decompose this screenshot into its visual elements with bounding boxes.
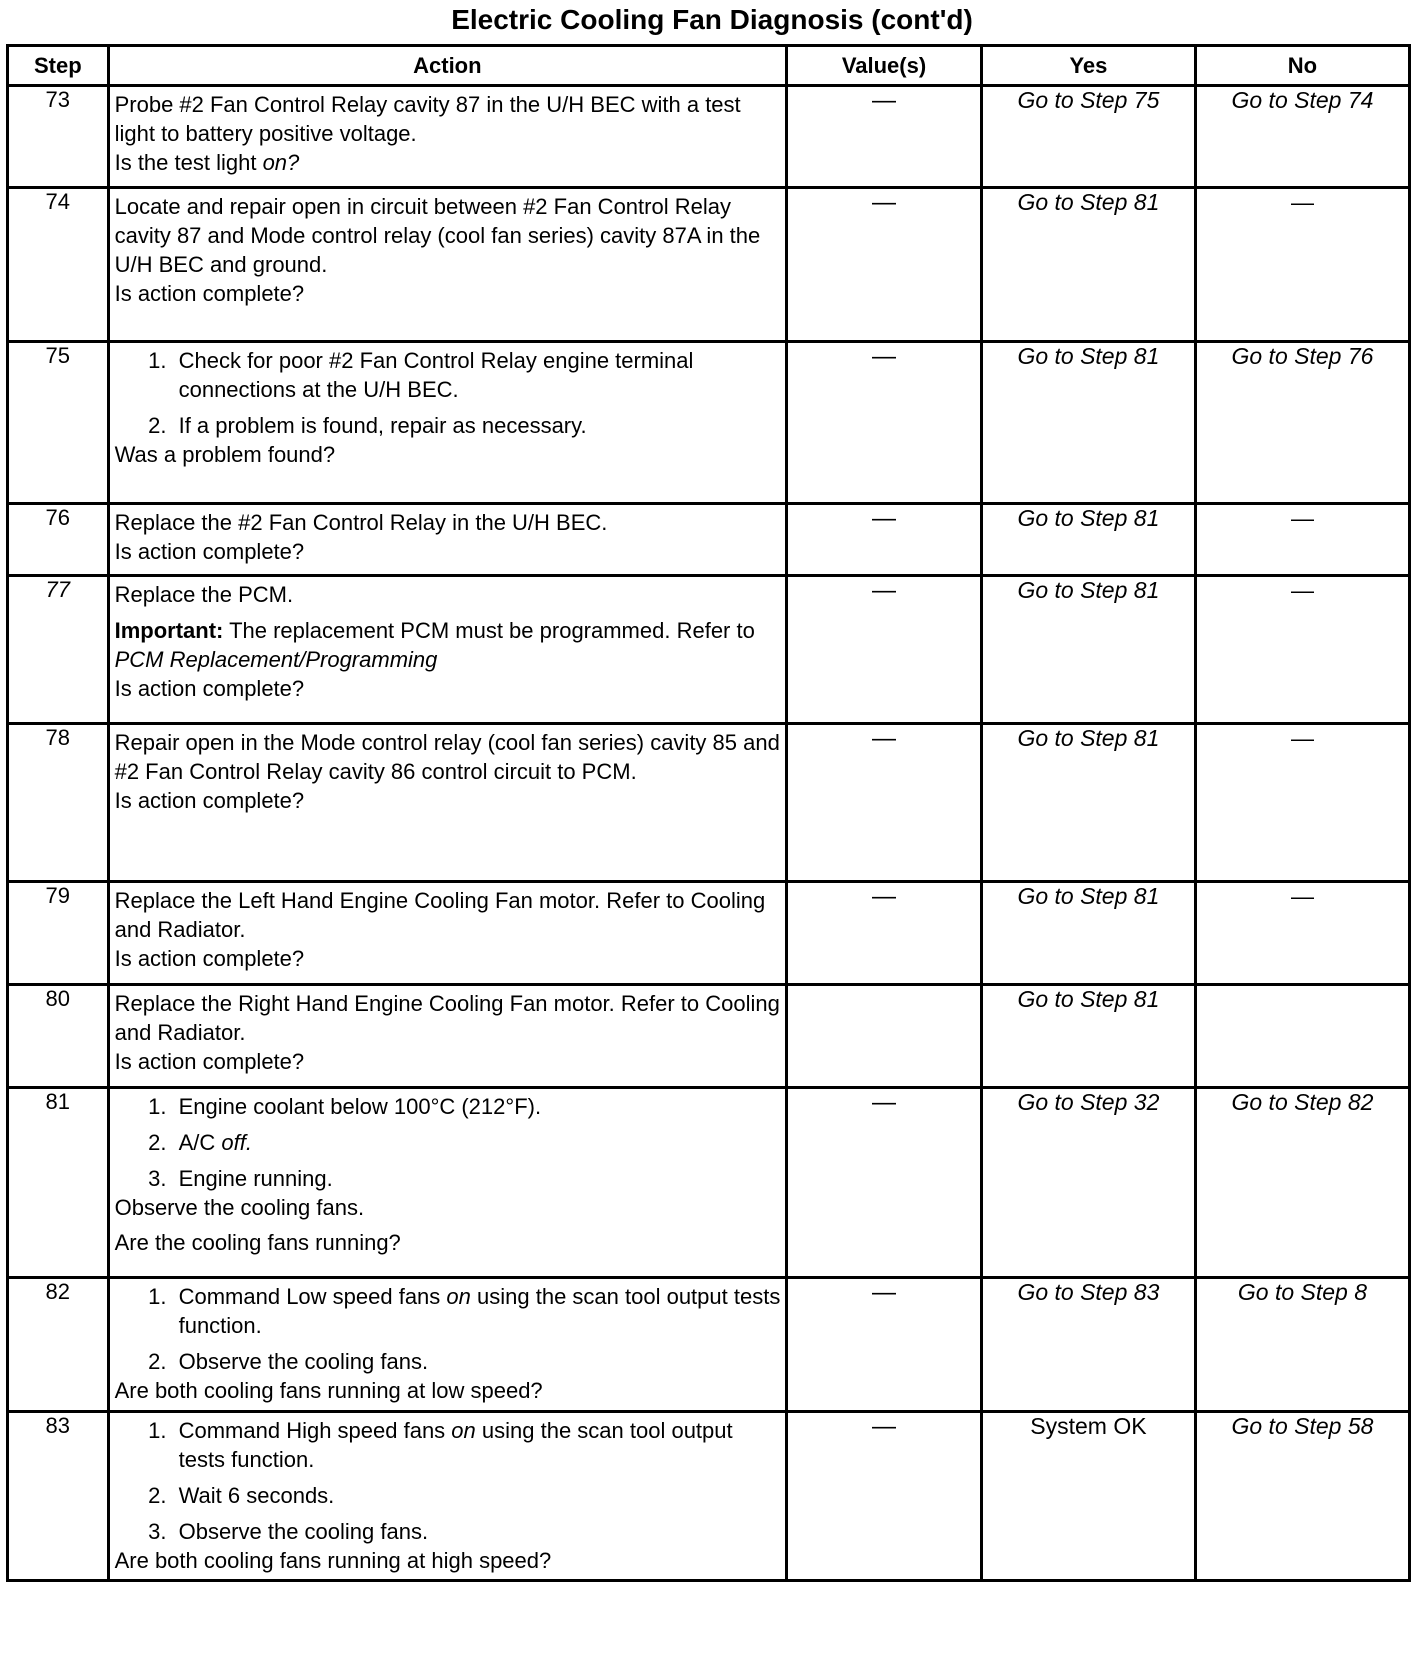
yes-result: Go to Step 32 (981, 1088, 1195, 1278)
action-cell (108, 342, 787, 504)
action-step-item: 1. Command Low speed fans on using the scan tool output tests function. (173, 1282, 782, 1340)
value-cell: — (787, 724, 982, 882)
table-row (8, 724, 1410, 882)
step-number: 83 (8, 1412, 109, 1581)
action-question: Are both cooling fans running at low speed? (114, 1378, 543, 1403)
action-text: Probe #2 Fan Control Relay cavity 87 in the U/H BEC with a test light to battery positive voltage. (114, 92, 741, 146)
yes-result: Go to Step 81 (981, 882, 1195, 985)
action-question: Is the test light on? (114, 150, 300, 175)
action-step-item: 1. Command High speed fans on using the scan tool output tests function. (173, 1416, 782, 1474)
yes-result: Go to Step 81 (981, 504, 1195, 576)
table-row (8, 1412, 1410, 1581)
action-text: Replace the PCM. (114, 582, 294, 607)
action-steps (115, 346, 782, 440)
page-title: Electric Cooling Fan Diagnosis (cont'd) (451, 4, 973, 35)
action-text: Locate and repair open in circuit between #2 Fan Control Relay cavity 87 and Mode control relay (cool fan series) cavity 87A in the U/H BEC and ground. (114, 194, 761, 277)
yes-result: Go to Step 83 (981, 1278, 1195, 1412)
action-cell (108, 576, 787, 724)
value-cell: — (787, 342, 982, 504)
action-observe: Observe the cooling fans. (114, 1195, 365, 1220)
table-row (8, 342, 1410, 504)
step-number: 80 (8, 985, 109, 1088)
step-number: 79 (8, 882, 109, 985)
no-result: — (1195, 724, 1409, 882)
action-text: Replace the Right Hand Engine Cooling Fan motor. Refer to Cooling and Radiator. (114, 991, 780, 1045)
yes-result: Go to Step 81 (981, 188, 1195, 342)
action-steps (115, 1092, 782, 1193)
action-question: Is action complete? (114, 539, 305, 564)
yes-result: Go to Step 81 (981, 985, 1195, 1088)
action-cell (108, 882, 787, 985)
table-row (8, 1278, 1410, 1412)
action-question: Are both cooling fans running at high speed? (114, 1548, 552, 1573)
value-cell: — (787, 188, 982, 342)
value-cell: — (787, 86, 982, 188)
value-cell: — (787, 576, 982, 724)
no-result: Go to Step 76 (1195, 342, 1409, 504)
step-number: 81 (8, 1088, 109, 1278)
yes-result: Go to Step 75 (981, 86, 1195, 188)
value-cell: — (787, 504, 982, 576)
no-result: Go to Step 8 (1195, 1278, 1409, 1412)
header-yes: Yes (981, 46, 1195, 86)
action-steps (115, 1282, 782, 1376)
value-cell: — (787, 882, 982, 985)
table-row (8, 882, 1410, 985)
yes-result: Go to Step 81 (981, 342, 1195, 504)
no-result: — (1195, 882, 1409, 985)
action-step-item: 1. Engine coolant below 100°C (212°F). (173, 1092, 782, 1121)
header-values: Value(s) (787, 46, 982, 86)
header-action: Action (108, 46, 787, 86)
diagnosis-table (6, 44, 1411, 1582)
action-step-item: 2. A/C off. (173, 1128, 782, 1157)
action-cell (108, 188, 787, 342)
no-result: — (1195, 504, 1409, 576)
action-step-item: 1. Check for poor #2 Fan Control Relay engine terminal connections at the U/H BEC. (173, 346, 782, 404)
table-row (8, 188, 1410, 342)
yes-result: Go to Step 81 (981, 576, 1195, 724)
action-question: Is action complete? (114, 1049, 305, 1074)
action-step-item: 3. Observe the cooling fans. (173, 1517, 782, 1546)
action-cell (108, 724, 787, 882)
action-question: Is action complete? (114, 946, 305, 971)
step-number: 76 (8, 504, 109, 576)
action-text: Replace the Left Hand Engine Cooling Fan motor. Refer to Cooling and Radiator. (114, 888, 766, 942)
step-number: 78 (8, 724, 109, 882)
action-cell (108, 1278, 787, 1412)
action-step-item: 2. Observe the cooling fans. (173, 1347, 782, 1376)
value-cell: — (787, 1412, 982, 1581)
action-question: Is action complete? (114, 281, 305, 306)
table-row (8, 576, 1410, 724)
action-step-item: 2. Wait 6 seconds. (173, 1481, 782, 1510)
no-result: — (1195, 188, 1409, 342)
step-number: 77 (8, 576, 109, 724)
action-cell (108, 86, 787, 188)
action-text: Repair open in the Mode control relay (cool fan series) cavity 85 and #2 Fan Control Relay cavity 86 control circuit to PCM. (114, 730, 780, 784)
value-cell: — (787, 1278, 982, 1412)
no-result: Go to Step 74 (1195, 86, 1409, 188)
no-result: Go to Step 58 (1195, 1412, 1409, 1581)
action-cell (108, 1088, 787, 1278)
header-step: Step (8, 46, 109, 86)
no-result: Go to Step 82 (1195, 1088, 1409, 1278)
yes-result: System OK (981, 1412, 1195, 1581)
table-row (8, 86, 1410, 188)
action-question: Is action complete? (114, 676, 305, 701)
action-cell (108, 504, 787, 576)
value-cell: — (787, 1088, 982, 1278)
action-text: Replace the #2 Fan Control Relay in the U/H BEC. (114, 510, 608, 535)
step-number: 75 (8, 342, 109, 504)
table-row (8, 1088, 1410, 1278)
action-cell (108, 985, 787, 1088)
action-cell (108, 1412, 787, 1581)
no-result (1195, 985, 1409, 1088)
step-number: 73 (8, 86, 109, 188)
important-note: Important: The replacement PCM must be programmed. Refer to PCM Replacement/Programming (114, 618, 755, 672)
table-row (8, 504, 1410, 576)
step-number: 74 (8, 188, 109, 342)
action-steps (115, 1416, 782, 1546)
header-row (8, 46, 1410, 86)
header-no: No (1195, 46, 1409, 86)
value-cell (787, 985, 982, 1088)
table-row (8, 985, 1410, 1088)
action-question: Was a problem found? (114, 442, 336, 467)
action-step-item: 2. If a problem is found, repair as necessary. (173, 411, 782, 440)
step-number: 82 (8, 1278, 109, 1412)
action-step-item: 3. Engine running. (173, 1164, 782, 1193)
action-question: Is action complete? (114, 788, 305, 813)
no-result: — (1195, 576, 1409, 724)
action-question: Are the cooling fans running? (114, 1230, 401, 1255)
yes-result: Go to Step 81 (981, 724, 1195, 882)
